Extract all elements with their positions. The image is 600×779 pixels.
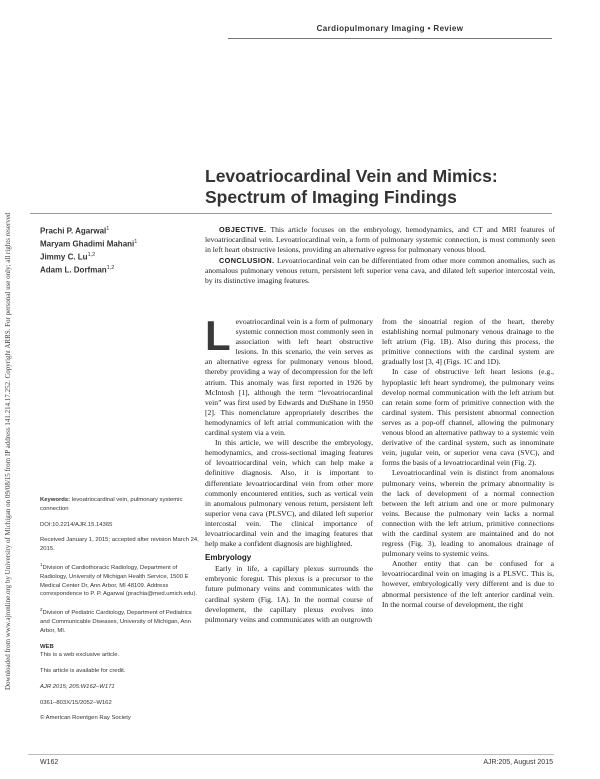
received-date: Received January 1, 2015; accepted after revision March 24, 2015. [40,537,199,553]
body-column-2 [382,317,554,610]
body-column-1 [205,312,373,625]
section-heading-embryology: Embryology [205,553,252,563]
abstract-conclusion: CONCLUSION. Levoatriocardinal vein can be differentiated from other more common anomalies, such as anomalous pulmonary venous return, persistent left superior vena cava, and dilated left superior intercostal vein, by its distinctive imaging features. [205,256,555,286]
footer-rule [28,754,554,755]
abstract-objective: OBJECTIVE. This article focuses on the embryology, hemodynamics, and CT and MRI features of levoatriocardinal vein. Levoatriocardinal vein, a form of pulmonary systemic connection, is most commonly seen in left heart obstructive lesions, providing an alternative egress for pulmonary venous blood. [205,225,555,255]
cme-note: This article is available for credit. [40,668,126,675]
running-head: Cardiopulmonary Imaging • Review [316,24,464,33]
journal-issue: AJR:205, August 2015 [483,759,553,766]
body-paragraph-4: from the sinoatrial region of the heart, thereby establishing normal pulmonary venous drainage to the left atrium (Fig. 1B). Also during this process, the primitive connections with the cardinal system are gradually lost [3, 4] (Figs. 1C and 1D). [382,317,554,367]
author-1: Prachi P. Agarwal$^1$ [40,226,110,236]
issn: 0361–803X/15/2052–W162 [40,699,112,706]
title-rule [30,213,552,214]
side-download-text: Downloaded from www.ajronline.org by University of Michigan on 09/08/15 from IP address 141.214.17.252. Copyright ARRS. For personal use only; all rights reserved [4,212,12,690]
margin-notes [40,496,200,730]
body-paragraph-3: Early in life, a capillary plexus surrounds the embryonic foregut. This plexus is a precursor to the future pulmonary veins and communicates with the cardinal system (Fig. 1A). In the normal course of development, the capillary plexus evolves into pulmonary veins and communicates with an outgrowth [205,564,373,624]
author-2: Maryam Ghadimi Mahani$^1$ [40,239,138,249]
article-title: Levoatriocardinal Vein and Mimics: Spectrum of Imaging Findings [205,166,498,207]
body-paragraph-1: Levoatriocardinal vein is a form of pulmonary systemic connection most commonly seen in association with left heart obstructive lesions. In this scenario, the vein serves as an alternative egress for pulmonary venous blood, thereby providing a way of decompression for the left atrium. This anomaly was first reported in 1926 by McIntosh [1], although the term “levoatriocardinal vein” was first used by Edwards and DuShane in 1950 [2]. This nomenclature appropriately describes the hemodynamics of left atrial communication with the cardinal system via a vein. [205,312,373,438]
body-paragraph-7: Another entity that can be confused for a levoatriocardinal vein on imaging is a PLSVC. This is, however, embryologically very different and is due to abnormal persistence of the left anterior cardinal vein. In the normal course of development, the right [382,559,554,609]
page-number: W162 [40,759,59,766]
copyright: © American Roentgen Ray Society [40,715,131,722]
drop-cap: L [205,312,231,359]
doi: DOI:10.2214/AJR.15.14365 [40,521,113,528]
author-4: Adam L. Dorfman$^{1,2}$ [40,265,115,276]
web-label: WEB [40,643,54,650]
body-paragraph-6: Levoatriocardinal vein is distinct from anomalous pulmonary veins, wherein the primary abnormality is the lack of development of a normal connection between the left atrium and one or more pulmonary veins. Because the pulmonary vein lacks a normal connection with the left atrium, primitive connections with the cardinal system are maintained and do not regress (Fig. 3), leading to anomalous drainage of pulmonary veins to systemic veins. [382,468,554,559]
affiliation-2: $^2$Division of Pediatric Cardiology, Department of Pediatrics and Communicable Diseases, University of Michigan, Ann Arbor, MI. [40,607,192,634]
body-paragraph-5: In case of obstructive left heart lesions (e.g., hypoplastic left heart syndrome), the pulmonary veins develop normal communication with the left atrium but can retain some form of primitive connection with the cardinal system. This persistent abnormal connection serves as a pop-off channel, allowing the pulmonary venous blood an alternative pathway to a systemic vein derivative of the cardinal system, such as innominate vein, jugular vein, or superior vena cava (SVC), and forms the basis of a levoatriocardinal vein (Fig. 2). [382,367,554,468]
side-download-note [2,130,14,690]
body-paragraph-2: In this article, we will describe the embryology, hemodynamics, and cross-sectional imaging features of levoatriocardinal vein, which can help make a definitive diagnosis. Also, it is important to differentiate levoatriocardinal vein from other more commonly encountered entities, such as vertical vein in anomalous pulmonary venous return, persistent left superior vena cava (PLSVC), and dilated left superior intercostal vein. The clinical importance of levoatriocardinal vein and the imaging features that help make a confident diagnosis are highlighted. [205,438,373,549]
author-3: Jimmy C. Lu$^{1,2}$ [40,252,96,262]
citation: AJR 2015; 205:W162–W171 [40,683,115,690]
keywords: Keywords: levoatriocardinal vein, pulmonary systemic connection [40,497,183,512]
abstract [205,225,555,288]
author-list [40,224,190,277]
header-rule [228,38,552,39]
web-note: This is a web exclusive article. [40,652,120,659]
affiliation-1: $^1$Division of Cardiothoracic Radiology, Department of Radiology, University of Michigan Health Service, 1500 E Medical Center Dr, Ann Arbor, MI 48109. Address correspondence to P. P. Agarwal (prachia@med.umich.edu). [40,561,198,598]
